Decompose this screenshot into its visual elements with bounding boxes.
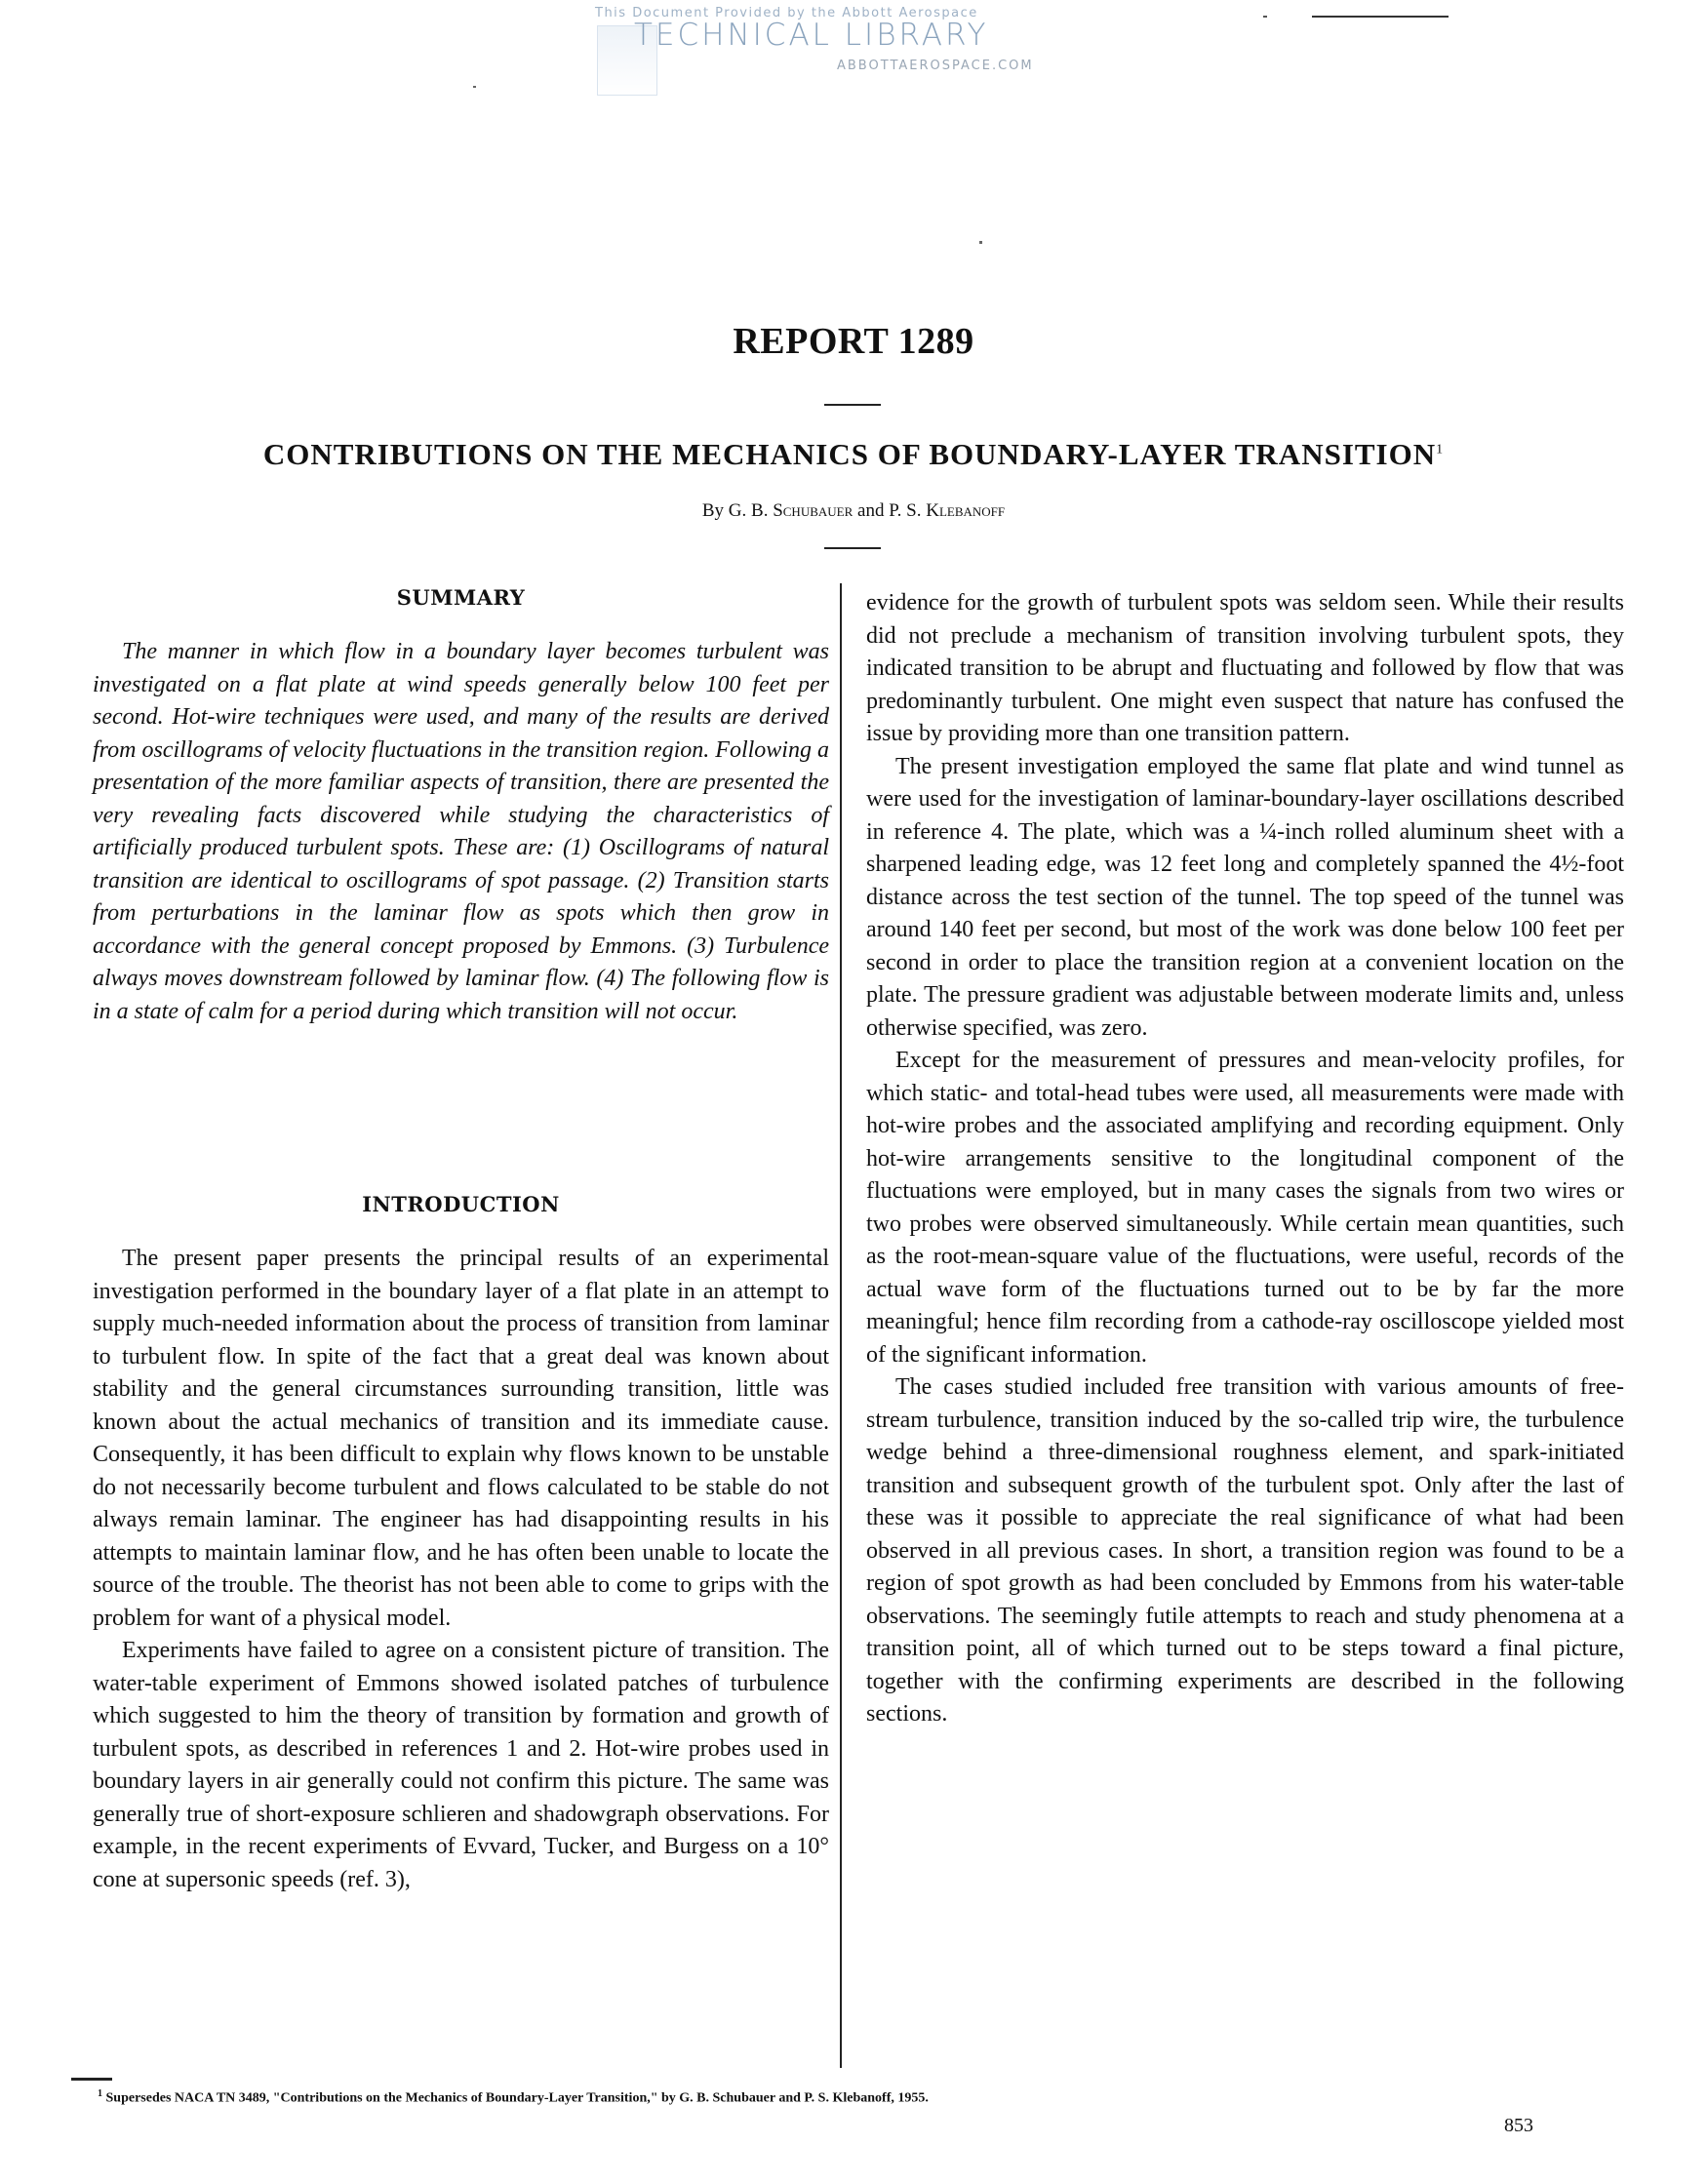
scan-speck	[979, 241, 982, 244]
watermark-provided-by: This Document Provided by the Abbott Aerospace	[595, 6, 978, 20]
scan-mark	[1312, 16, 1449, 18]
intro-paragraph: The cases studied included free transition with various amounts of free-stream turbulence, transition induced by the so-called trip wire, the turbulence wedge behind a three-dimensional roughness element, and spark-initiated transition and subsequent growth of the turbulent spot. Only after the last of these was it possible to appreciate the real significance of what had been observed in all previous cases. In short, a transition region was found to be a region of spot growth as had been concluded by Emmons from his water-table observations. The seemingly futile attempts to reach and study phenomena at a transition point, all of which turned out to be steps toward a final picture, together with the confirming experiments are described in the following sections.	[866, 1374, 1624, 1727]
intro-paragraph: Except for the measurement of pressures and mean-velocity profiles, for which static- and total-head tubes were used, all measurements were made with hot-wire probes and the associated amplifying and recording equipment. Only hot-wire arrangements sensitive to the longitudinal component of the fluctuations were employed, but in many cases the signals from two wires or two probes were observed simultaneously. While certain mean quantities, such as the root-mean-square value of the fluctuations, were useful, records of the actual wave form of the fluctuations turned out to be by far the more meaningful; hence film recording from a cathode-ray oscilloscope yielded most of the significant information.	[866, 1048, 1624, 1368]
scan-mark	[1263, 16, 1267, 18]
footnote	[98, 2088, 929, 2107]
page-number: 853	[1504, 2115, 1533, 2136]
title-rule	[824, 404, 881, 406]
paper-title-text: CONTRIBUTIONS ON THE MECHANICS OF BOUNDARY-LAYER TRANSITION	[262, 437, 1437, 471]
intro-continuation: evidence for the growth of turbulent spots was seldom seen. While their results did not preclude a mechanism of transition involving turbulent spots, they indicated transition to be abrupt and fluctuating and followed by flow that was predominantly turbulent. One might even suspect that nature has confused the issue by providing more than one transition pattern.	[866, 590, 1624, 746]
report-number: REPORT 1289	[733, 321, 974, 362]
scan-speck	[473, 86, 476, 88]
watermark-url: ABBOTTAEROSPACE.COM	[837, 59, 1034, 73]
authors-prefix: By	[701, 500, 725, 521]
footnote-text: Supersedes NACA TN 3489, "Contributions on the Mechanics of Boundary-Layer Transition," by G. B. Schubauer and P. S. Klebanoff, 1955.	[105, 2090, 929, 2106]
authors	[0, 500, 1707, 522]
summary-text: The manner in which flow in a boundary layer becomes turbulent was investigated on a flat plate at wind speeds generally below 100 feet per second. Hot-wire techniques were used, and many of the results are derived from oscillograms of velocity fluctuations in the transition region. Following a presentation of the more familiar aspects of transition, there are presented the very revealing facts discovered while studying the characteristics of artificially produced turbulent spots. These are: (1) Oscillograms of natural transition are identical to oscillograms of spot passage. (2) Transition starts from perturbations in the laminar flow as spots which then grow in accordance with the general concept proposed by Emmons. (3) Turbulence always moves downstream followed by laminar flow. (4) The following flow is in a state of calm for a period during which transition will not occur.	[93, 639, 829, 1024]
intro-paragraph: Experiments have failed to agree on a consistent picture of transition. The water-table experiment of Emmons showed isolated patches of turbulence which suggested to him the theory of transition by formation and growth of turbulent spots, as described in references 1 and 2. Hot-wire probes used in boundary layers in air generally could not confirm this picture. The same was generally true of short-exposure schlieren and shadowgraph observations. For example, in the recent experiments of Evvard, Tucker, and Burgess on a 10° cone at supersonic speeds (ref. 3),	[93, 1638, 829, 1892]
introduction-heading: INTRODUCTION	[362, 1192, 560, 1216]
summary-section	[93, 636, 829, 1028]
introduction-right-column	[866, 587, 1624, 1731]
author-2: P. S. Klebanoff	[889, 500, 1006, 521]
footnote-rule	[71, 2078, 112, 2081]
column-divider	[840, 583, 842, 2068]
authors-and: and	[857, 500, 885, 521]
footnote-mark: 1	[98, 2088, 102, 2099]
intro-paragraph: The present paper presents the principal results of an experimental investigation performed in the boundary layer of a flat plate in an attempt to supply much-needed information about the process of transition from laminar to turbulent flow. In spite of the fact that a great deal was known about stability and the general circumstances surrounding transition, little was known about the actual mechanics of transition and its immediate cause. Consequently, it has been difficult to explain why flows known to be unstable do not necessarily become turbulent and flows calculated to be stable do not always remain laminar. The engineer has had disappointing results in his attempts to maintain laminar flow, and he has often been unable to locate the source of the trouble. The theorist has not been able to come to grips with the problem for want of a physical model.	[93, 1246, 829, 1631]
summary-heading: SUMMARY	[396, 585, 526, 610]
paper-title	[0, 437, 1707, 472]
footnote-ref: 1	[1436, 442, 1445, 457]
watermark	[585, 4, 1131, 92]
introduction-left-column	[93, 1243, 829, 1896]
author-1: G. B. Schubauer	[728, 500, 854, 521]
watermark-library: TECHNICAL LIBRARY	[634, 18, 989, 53]
intro-paragraph: The present investigation employed the same flat plate and wind tunnel as were used for the investigation of laminar-boundary-layer oscillations described in reference 4. The plate, which was a ¼-inch rolled aluminum sheet with a sharpened leading edge, was 12 feet long and completely spanned the 4½-foot distance across the test section of the tunnel. The top speed of the tunnel was around 140 feet per second, but most of the work was done below 100 feet per second in order to place the transition region at a convenient location on the plate. The pressure gradient was adjustable between moderate limits and, unless otherwise specified, was zero.	[866, 753, 1624, 1041]
author-rule	[824, 547, 881, 549]
